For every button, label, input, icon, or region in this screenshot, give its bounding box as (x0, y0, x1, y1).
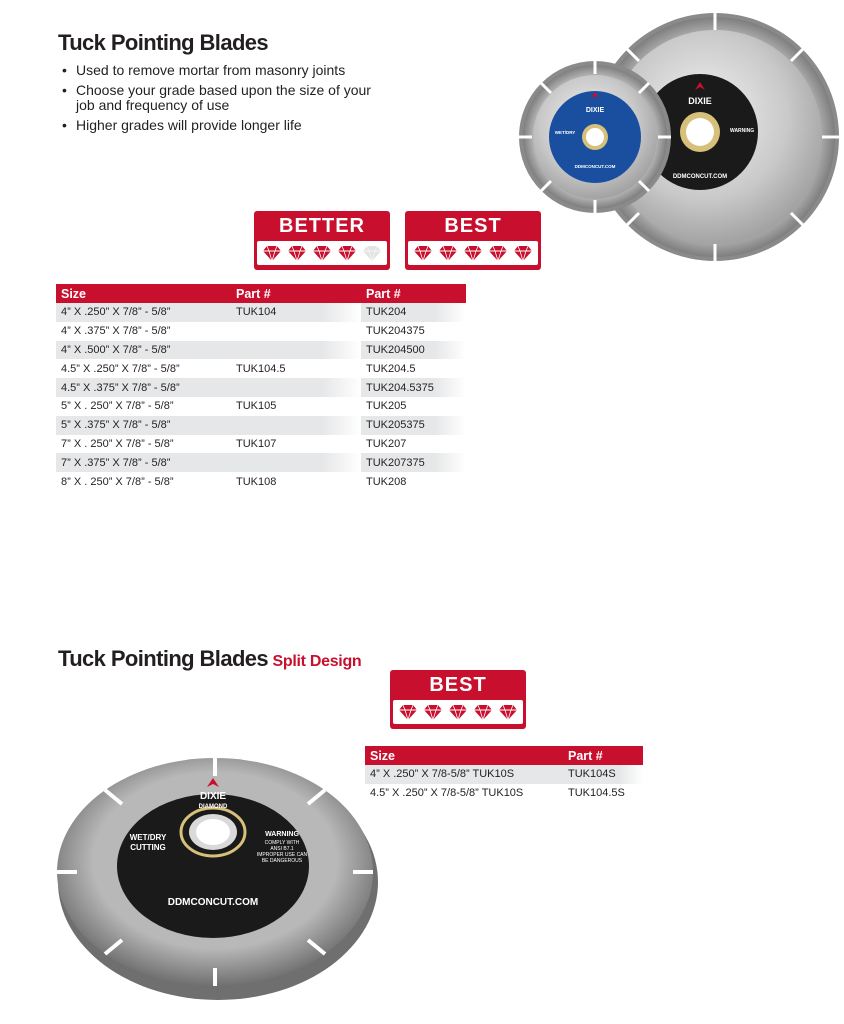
diamond-filled-icon (336, 245, 358, 262)
column-header-part-better: Part # (231, 284, 361, 303)
section2-title: Tuck Pointing Blades (58, 646, 269, 671)
table-row (56, 378, 466, 397)
table-cell: TUK105 (236, 400, 277, 413)
diamond-filled-icon (311, 245, 333, 262)
table-cell: 4” X .375” X 7/8” - 5/8” (61, 325, 171, 338)
diamond-filled-icon (447, 704, 469, 721)
split-blade-warning-line: COMPLY WITH (264, 840, 300, 846)
grade-badge-best-split (390, 670, 526, 729)
table-cell: TUK104.5 (236, 362, 286, 375)
table-cell: TUK207375 (361, 453, 466, 472)
table-cell: 4.5” X .250” X 7/8” - 5/8” (61, 362, 180, 375)
diamond-filled-icon (437, 245, 459, 262)
table-cell: TUK204500 (361, 341, 466, 360)
split-blade-warning-line: BE DANGEROUS (261, 858, 303, 864)
diamond-filled-icon (286, 245, 308, 262)
grade-rating (257, 241, 387, 265)
diamond-filled-icon (462, 245, 484, 262)
table-cell: TUK205 (366, 400, 407, 413)
table-cell: 4” X .500” X 7/8” - 5/8” (56, 341, 231, 360)
svg-text:DIXIE: DIXIE (585, 107, 605, 114)
column-header-size: Size (365, 746, 563, 765)
table-cell: 7” X .375” X 7/8” - 5/8” (56, 453, 231, 472)
parts-table-body (56, 303, 466, 491)
blade-url: DDMCONCUT.COM (672, 174, 728, 180)
table-row (56, 359, 466, 378)
section2-heading (58, 646, 361, 672)
diamond-filled-icon (472, 704, 494, 721)
split-blade-wet-dry: WET/DRY (129, 833, 167, 842)
table-cell: 5” X .375” X 7/8” - 5/8” (56, 416, 231, 435)
feature-item: • Higher grades will provide longer life (60, 118, 390, 134)
table-row (56, 472, 466, 491)
table-cell: TUK104 (231, 303, 361, 322)
table-row (56, 303, 466, 322)
table-cell: TUK107 (236, 437, 277, 450)
blade-brand: DIXIE (688, 96, 712, 106)
table-cell: TUK104S (563, 765, 643, 784)
table-cell (231, 378, 361, 397)
column-header-part-best: Part # (361, 284, 466, 303)
split-blade-warning: WARNING (265, 831, 299, 838)
blade-warning: WARNING (730, 128, 755, 134)
table-cell (231, 341, 361, 360)
split-blade-warning-line: ANSI B7.1 (270, 846, 294, 852)
grade-badge-best (405, 211, 541, 270)
blade-pair-image (510, 0, 844, 280)
diamond-filled-icon (261, 245, 283, 262)
split-blade-cutting: CUTTING (130, 843, 166, 852)
table-cell: 7” X . 250” X 7/8” - 5/8” (61, 437, 174, 450)
feature-list (60, 63, 390, 137)
grade-label: BETTER (279, 215, 365, 237)
grade-label: BEST (444, 215, 502, 237)
feature-item: • Used to remove mortar from masonry joints (60, 63, 390, 79)
table-cell: TUK108 (236, 475, 277, 488)
diamond-filled-icon (487, 245, 509, 262)
diamond-filled-icon (512, 245, 534, 262)
table-cell: TUK204 (361, 303, 466, 322)
split-blade-url: DDMCONCUT.COM (167, 897, 259, 908)
table-cell: 4” X .250” X 7/8-5/8” TUK10S (365, 765, 563, 784)
table-cell (231, 416, 361, 435)
table-cell: TUK204375 (366, 325, 425, 338)
table-cell: 4” X .250” X 7/8” - 5/8” (56, 303, 231, 322)
table-cell: TUK205375 (361, 416, 466, 435)
diamond-empty-icon (361, 245, 383, 262)
table-row (56, 435, 466, 454)
diamond-filled-icon (422, 704, 444, 721)
table-cell (231, 322, 361, 341)
grade-badge-better (254, 211, 390, 270)
diamond-filled-icon (397, 704, 419, 721)
section1-title: Tuck Pointing Blades (58, 30, 269, 55)
table-row (56, 416, 466, 435)
grade-rating (408, 241, 538, 265)
table-cell: TUK208 (366, 475, 407, 488)
svg-text:DDMCONCUT.COM: DDMCONCUT.COM (574, 164, 616, 169)
feature-item: • Choose your grade based upon the size of your job and frequency of use (60, 83, 390, 114)
table-row (56, 397, 466, 416)
table-cell: 4.5” X .375” X 7/8” - 5/8” (56, 378, 231, 397)
table-cell: TUK104.5S (568, 787, 625, 800)
table-row (56, 453, 466, 472)
section2-subtitle: Split Design (272, 653, 362, 670)
table-cell: TUK204.5375 (361, 378, 466, 397)
table-cell: TUK204.5 (366, 362, 416, 375)
column-header-part: Part # (563, 746, 643, 765)
split-blade-brand: DIXIE (199, 791, 227, 802)
table-cell (231, 453, 361, 472)
split-blade-image (50, 732, 380, 1012)
table-row (56, 341, 466, 360)
split-blade-warning-line: IMPROPER USE CAN (256, 852, 308, 858)
split-parts-table (365, 746, 643, 803)
column-header-size: Size (56, 284, 231, 303)
diamond-filled-icon (412, 245, 434, 262)
grade-label: BEST (429, 674, 487, 696)
grade-rating (393, 700, 523, 724)
split-blade-brand-sub: DIAMOND (198, 804, 228, 810)
table-row (365, 784, 643, 803)
table-row (56, 322, 466, 341)
svg-text:WET/DRY: WET/DRY (554, 130, 576, 135)
diamond-filled-icon (497, 704, 519, 721)
table-row (365, 765, 643, 784)
parts-table (56, 284, 466, 491)
table-cell: TUK207 (366, 437, 407, 450)
table-cell: 5” X . 250” X 7/8” - 5/8” (61, 400, 174, 413)
table-cell: 4.5” X .250” X 7/8-5/8” TUK10S (370, 787, 524, 800)
split-parts-table-body (365, 765, 643, 803)
table-cell: 8” X . 250” X 7/8” - 5/8” (61, 475, 174, 488)
